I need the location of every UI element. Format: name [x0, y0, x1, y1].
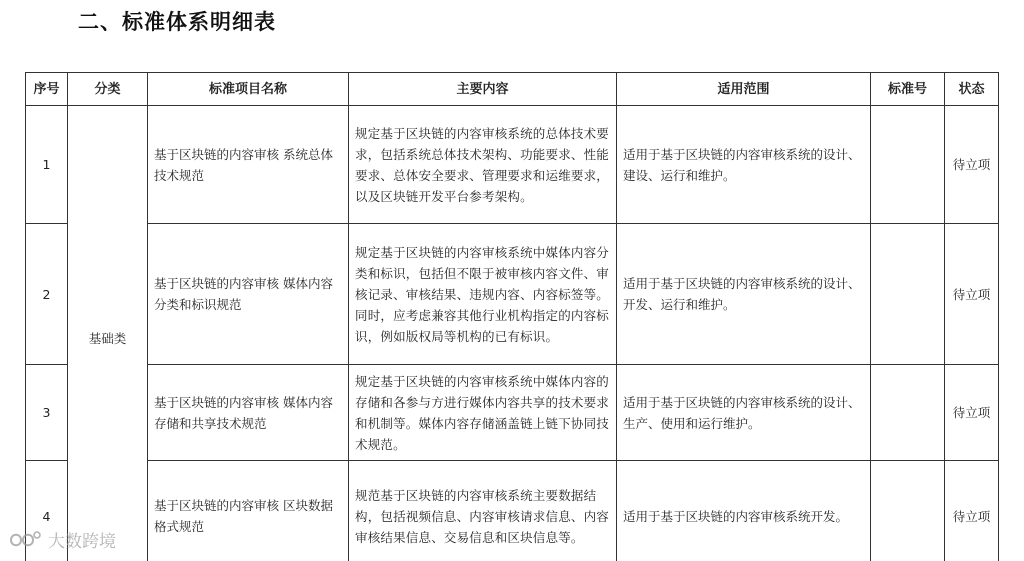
row-name: 基于区块链的内容审核 区块数据格式规范	[148, 461, 349, 561]
row-name: 基于区块链的内容审核 系统总体技术规范	[148, 106, 349, 224]
row-status: 待立项	[945, 224, 999, 365]
brand-logo-icon	[8, 529, 42, 551]
row-status: 待立项	[945, 106, 999, 224]
row-no: 2	[26, 224, 68, 365]
row-name: 基于区块链的内容审核 媒体内容存储和共享技术规范	[148, 365, 349, 461]
row-content: 规定基于区块链的内容审核系统中媒体内容的存储和各参与方进行媒体内容共享的技术要求和机制等。媒体内容存储涵盖链上链下协同技术规范。	[349, 365, 617, 461]
header-name: 标准项目名称	[148, 73, 349, 106]
row-content: 规定基于区块链的内容审核系统中媒体内容分类和标识，包括但不限于被审核内容文件、审核记录、审核结果、违规内容、内容标签等。 同时，应考虑兼容其他行业机构指定的内容标识，例如版权局等机构的已有标识。	[349, 224, 617, 365]
row-std-no	[871, 461, 945, 561]
row-no: 4	[26, 461, 68, 561]
row-std-no	[871, 365, 945, 461]
row-name: 基于区块链的内容审核 媒体内容分类和标识规范	[148, 224, 349, 365]
row-scope: 适用于基于区块链的内容审核系统开发。	[617, 461, 871, 561]
watermark	[8, 527, 116, 552]
section-heading: 二、标准体系明细表	[78, 10, 276, 34]
table-header-row	[26, 73, 999, 106]
row-scope: 适用于基于区块链的内容审核系统的设计、建设、运行和维护。	[617, 106, 871, 224]
row-status: 待立项	[945, 365, 999, 461]
header-no: 序号	[26, 73, 68, 106]
standards-table	[25, 72, 999, 561]
watermark-text: 大数跨境	[48, 532, 116, 552]
header-scope: 适用范围	[617, 73, 871, 106]
category-cell: 基础类	[68, 106, 148, 561]
table-row	[26, 224, 999, 365]
row-std-no	[871, 224, 945, 365]
header-status: 状态	[945, 73, 999, 106]
row-std-no	[871, 106, 945, 224]
row-scope: 适用于基于区块链的内容审核系统的设计、生产、使用和运行维护。	[617, 365, 871, 461]
row-content: 规范基于区块链的内容审核系统主要数据结构，包括视频信息、内容审核请求信息、内容审核结果信息、交易信息和区块信息等。	[349, 461, 617, 561]
table-row	[26, 365, 999, 461]
row-no: 3	[26, 365, 68, 461]
row-status: 待立项	[945, 461, 999, 561]
table-row	[26, 461, 999, 561]
row-scope: 适用于基于区块链的内容审核系统的设计、开发、运行和维护。	[617, 224, 871, 365]
table-row	[26, 106, 999, 224]
header-category: 分类	[68, 73, 148, 106]
row-content: 规定基于区块链的内容审核系统的总体技术要求，包括系统总体技术架构、功能要求、性能要求、总体安全要求、管理要求和运维要求，以及区块链开发平台参考架构。	[349, 106, 617, 224]
header-std-no: 标准号	[871, 73, 945, 106]
row-no: 1	[26, 106, 68, 224]
header-content: 主要内容	[349, 73, 617, 106]
